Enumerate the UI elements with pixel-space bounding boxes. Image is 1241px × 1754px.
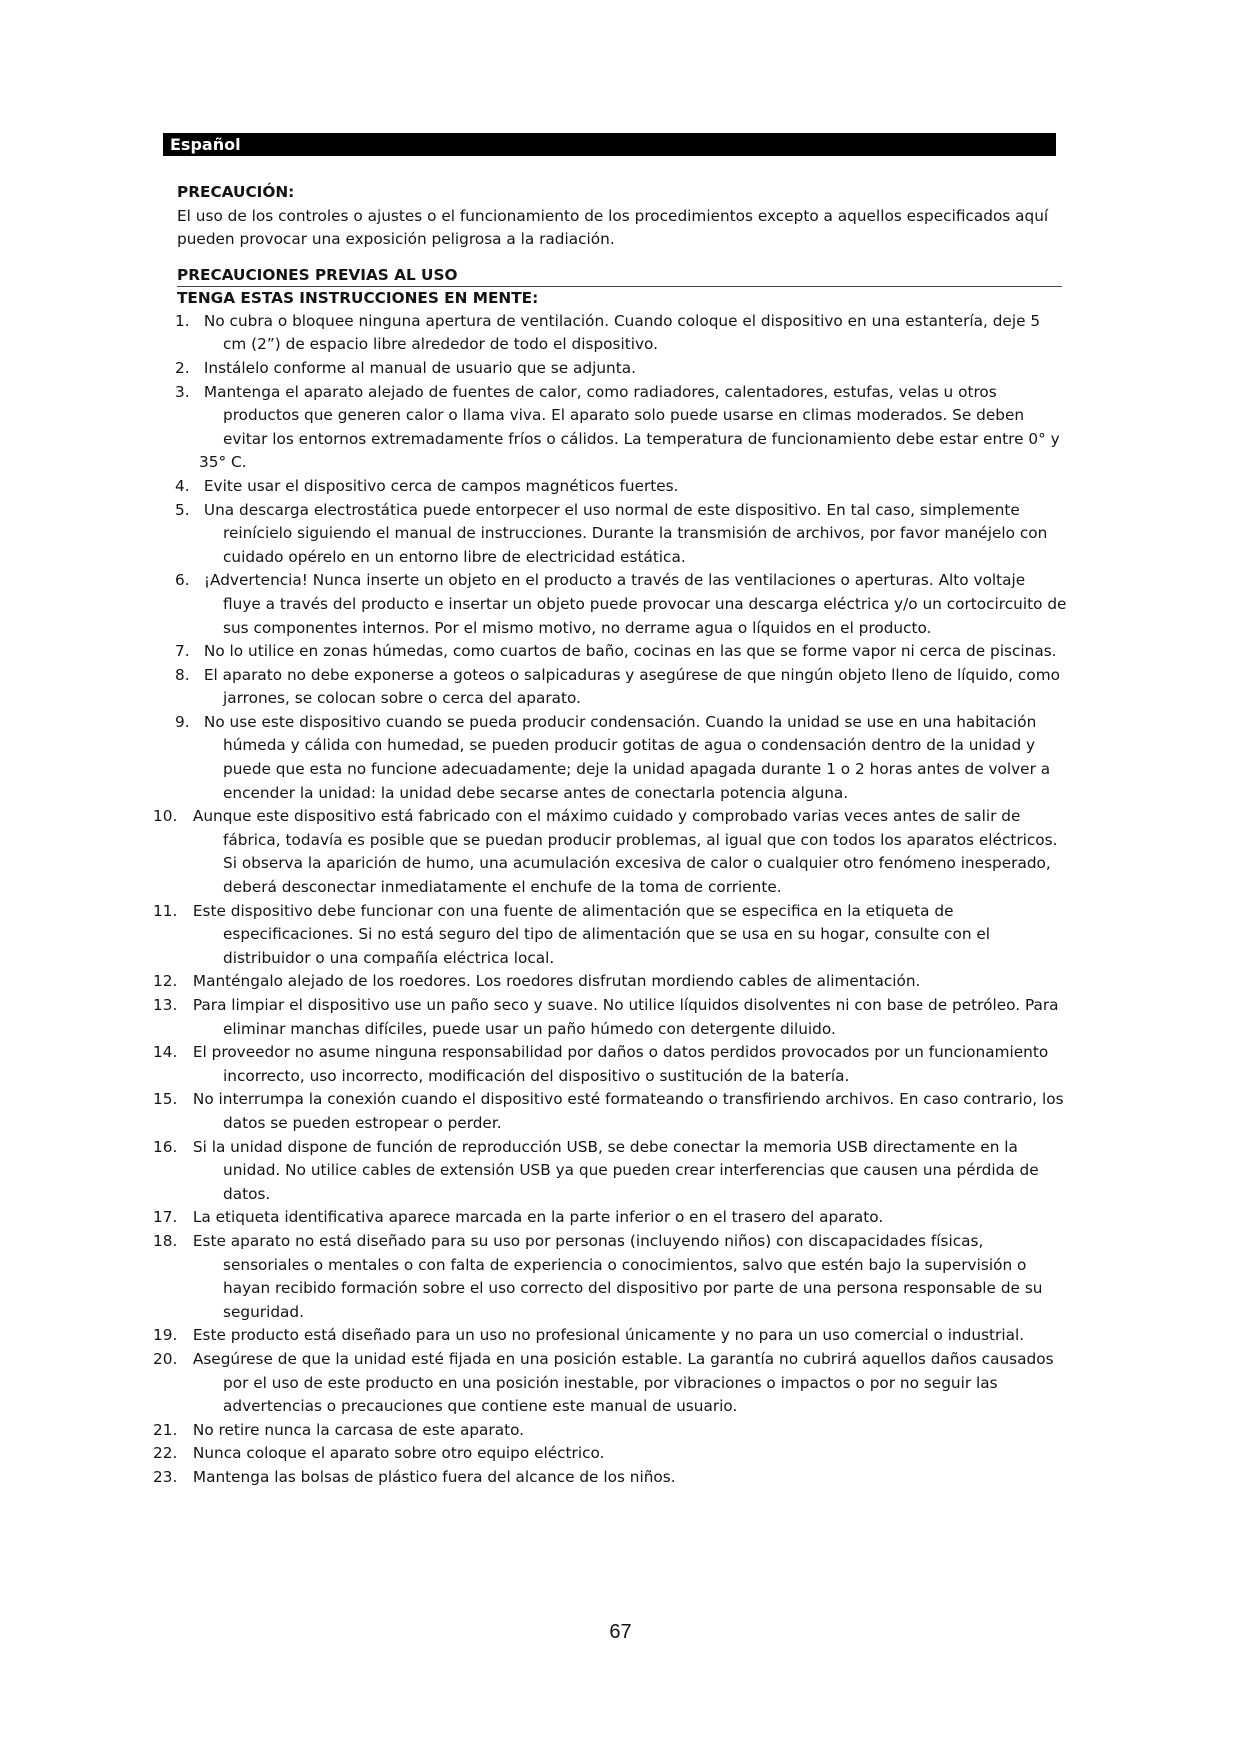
item-text: El aparato no debe exponerse a goteos o salpicaduras y asegúrese de que ningún objeto lleno de líquido, como jarrones, se colocan sobre o cerca del aparato. [203,665,1060,708]
list-item: 17. La etiqueta identificativa aparece marcada en la parte inferior o en el trasero del aparato. [153,1208,884,1227]
list-item: 5. Una descarga electrostática puede entorpecer el uso normal de este dispositivo. En tal caso, simplemente reinícielo siguiendo el manual de instrucciones. Durante la transmisión de archivos, por favor manéjelo con cuidado opérelo en un entorno libre de electricidad estática. [175,500,1048,566]
item-text: No interrumpa la conexión cuando el dispositivo esté formateando o transfiriendo archivos. En caso contrario, los datos se pueden estropear o perder. [192,1090,1064,1132]
item-text: Una descarga electrostática puede entorpecer el uso normal de este dispositivo. En tal caso, simplemente reinícielo siguiendo el manual de instrucciones. Durante la transmisión de archivos, por favor manéjelo con cuidado opérelo en un entorno libre de electricidad estática. [203,500,1048,566]
list-item: 18. Este aparato no está diseñado para su uso por personas (incluyendo niños) con discapacidades físicas, sensoriales o mentales o con falta de experiencia o conocimientos, salvo que estén bajo la supervisión o hayan recibido formación sobre el uso correcto del dispositivo por parte de una persona responsable de su seguridad. [153,1231,1043,1321]
list-item: 19. Este producto está diseñado para un uso no profesional únicamente y no para un uso comercial o industrial. [153,1326,1025,1345]
item-text: No use este dispositivo cuando se pueda producir condensación. Cuando la unidad se use en una habitación húmeda y cálida con humedad, se pueden producir gotitas de agua o condensación dentro de la unidad y puede que esta no funcione adecuadamente; deje la unidad apagada durante 1 o 2 horas antes de volver a encender la unidad: la unidad debe secarse antes de conectarla potencia alguna. [203,712,1051,802]
item-text: Este dispositivo debe funcionar con una fuente de alimentación que se especifica en la etiqueta de especificaciones. Si no está seguro del tipo de alimentación que se usa en su hogar, consulte con el distribuidor o una compañía eléctrica local. [192,901,991,967]
list-item: 20. Asegúrese de que la unidad esté fijada en una posición estable. La garantía no cubrirá aquellos daños causados por el uso de este producto en una posición inestable, por vibraciones o impactos o por no seguir las advertencias o precauciones que contiene este manual de usuario. [153,1349,1054,1416]
list-item: 11. Este dispositivo debe funcionar con una fuente de alimentación que se especifica en la etiqueta de especificaciones. Si no está seguro del tipo de alimentación que se usa en su hogar, consulte con el distribuidor o una compañía eléctrica local. [153,901,991,967]
list-item: 22. Nunca coloque el aparato sobre otro equipo eléctrico. [153,1444,605,1463]
list-item: 15. No interrumpa la conexión cuando el dispositivo esté formateando o transfiriendo archivos. En caso contrario, los datos se pueden estropear o perder. [153,1090,1064,1132]
list-item: 21. No retire nunca la carcasa de este aparato. [153,1420,525,1439]
caution-text: El uso de los controles o ajustes o el funcionamiento de los procedimientos excepto a aquellos especificados aquí pueden provocar una exposición peligrosa a la radiación. [177,206,1049,249]
language-label: Español [170,135,241,154]
item-text: Mantenga las bolsas de plástico fuera del alcance de los niños. [192,1467,676,1486]
list-item: 3. Mantenga el aparato alejado de fuentes de calor, como radiadores, calentadores, estufas, velas u otros productos que generen calor o llama viva. El aparato solo puede usarse en climas moderados. Se deben evitar los entornos extremadamente fríos o cálidos. La temperatura de funcionamiento debe estar entre 0° y 35° C. [177,381,1067,475]
item-text: Para limpiar el dispositivo use un paño seco y suave. No utilice líquidos disolventes ni con base de petróleo. Para eliminar manchas difíciles, puede usar un paño húmedo con detergente diluido. [192,996,1059,1038]
list-item: 23. Mantenga las bolsas de plástico fuera del alcance de los niños. [153,1467,676,1486]
item-text: Este producto está diseñado para un uso no profesional únicamente y no para un uso comercial o industrial. [192,1326,1025,1345]
item-text: Aunque este dispositivo está fabricado con el máximo cuidado y comprobado varias veces antes de salir de fábrica, todavía es posible que se puedan producir problemas, al igual que con todos los aparatos eléctricos. Si observa la aparición de humo, una acumulación excesiva de calor o cualquier otro fenómeno inesperado, deberá desconectar inmediatamente el enchufe de la toma de corriente. [192,807,1058,897]
section-subtitle: TENGA ESTAS INSTRUCCIONES EN MENTE: [177,288,539,307]
item-extra-line: 35° C. [199,453,247,472]
language-header-bar [163,133,1056,156]
list-item: 12. Manténgalo alejado de los roedores. Los roedores disfrutan mordiendo cables de alimentación. [153,972,921,991]
caution-title: PRECAUCIÓN: [177,183,295,201]
document-body [153,181,1067,1489]
list-item: 14. El proveedor no asume ninguna responsabilidad por daños o datos perdidos provocados por un funcionamiento incorrecto, uso incorrecto, modificación del dispositivo o sustitución de la batería. [153,1043,1049,1085]
list-item: 4. Evite usar el dispositivo cerca de campos magnéticos fuertes. [175,476,679,495]
instructions-list [153,310,1067,1490]
item-text: No cubra o bloquee ninguna apertura de ventilación. Cuando coloque el dispositivo en una estantería, deje 5 cm (2”) de espacio libre alrededor de todo el dispositivo. [203,311,1041,354]
item-text: Si la unidad dispone de función de reproducción USB, se debe conectar la memoria USB directamente en la unidad. No utilice cables de extensión USB ya que pueden crear interferencias que causen una pérdida de datos. [192,1137,1039,1203]
section-title: PRECAUCIONES PREVIAS AL USO [177,264,1062,287]
item-text: ¡Advertencia! Nunca inserte un objeto en el producto a través de las ventilaciones o aperturas. Alto voltaje fluye a través del producto e insertar un objeto puede provocar una descarga eléctrica y/o un cortocircuito de sus componentes internos. Por el mismo motivo, no derrame agua o líquidos en el producto. [203,571,1067,637]
item-text: No lo utilice en zonas húmedas, como cuartos de baño, cocinas en las que se forme vapor ni cerca de piscinas. [203,642,1057,661]
list-item: 13. Para limpiar el dispositivo use un paño seco y suave. No utilice líquidos disolventes ni con base de petróleo. Para eliminar manchas difíciles, puede usar un paño húmedo con detergente diluido. [153,996,1059,1038]
item-text: No retire nunca la carcasa de este aparato. [192,1420,525,1439]
item-text: Instálelo conforme al manual de usuario que se adjunta. [203,358,636,377]
item-text: Evite usar el dispositivo cerca de campos magnéticos fuertes. [203,476,679,495]
page-number: 67 [609,1621,632,1643]
list-item: 6. ¡Advertencia! Nunca inserte un objeto en el producto a través de las ventilaciones o aperturas. Alto voltaje fluye a través del producto e insertar un objeto puede provocar una descarga eléctrica y/o un cortocircuito de sus componentes internos. Por el mismo motivo, no derrame agua o líquidos en el producto. [175,571,1067,637]
item-text: La etiqueta identificativa aparece marcada en la parte inferior o en el trasero del aparato. [192,1208,884,1227]
list-item: 16. Si la unidad dispone de función de reproducción USB, se debe conectar la memoria USB directamente en la unidad. No utilice cables de extensión USB ya que pueden crear interferencias que causen una pérdida de datos. [153,1137,1039,1203]
list-item: 7. No lo utilice en zonas húmedas, como cuartos de baño, cocinas en las que se forme vapor ni cerca de piscinas. [175,642,1057,661]
list-item: 10. Aunque este dispositivo está fabricado con el máximo cuidado y comprobado varias veces antes de salir de fábrica, todavía es posible que se puedan producir problemas, al igual que con todos los aparatos eléctricos. Si observa la aparición de humo, una acumulación excesiva de calor o cualquier otro fenómeno inesperado, deberá desconectar inmediatamente el enchufe de la toma de corriente. [153,807,1058,897]
list-item: 1. No cubra o bloquee ninguna apertura de ventilación. Cuando coloque el dispositivo en una estantería, deje 5 cm (2”) de espacio libre alrededor de todo el dispositivo. [175,311,1041,354]
item-text: El proveedor no asume ninguna responsabilidad por daños o datos perdidos provocados por un funcionamiento incorrecto, uso incorrecto, modificación del dispositivo o sustitución de la batería. [192,1043,1049,1085]
item-text: Asegúrese de que la unidad esté fijada en una posición estable. La garantía no cubrirá aquellos daños causados por el uso de este producto en una posición inestable, por vibraciones o impactos o por no seguir las advertencias o precauciones que contiene este manual de usuario. [192,1349,1054,1416]
item-text: Mantenga el aparato alejado de fuentes de calor, como radiadores, calentadores, estufas, velas u otros productos que generen calor o llama viva. El aparato solo puede usarse en climas moderados. Se deben evitar los entornos extremadamente fríos o cálidos. La temperatura de funcionamiento debe estar entre 0° y [203,382,1060,448]
item-text: Manténgalo alejado de los roedores. Los roedores disfrutan mordiendo cables de alimentación. [192,972,921,991]
item-text: Nunca coloque el aparato sobre otro equipo eléctrico. [192,1444,605,1463]
list-item: 8. El aparato no debe exponerse a goteos o salpicaduras y asegúrese de que ningún objeto lleno de líquido, como jarrones, se colocan sobre o cerca del aparato. [175,665,1060,708]
item-text: Este aparato no está diseñado para su uso por personas (incluyendo niños) con discapacidades físicas, sensoriales o mentales o con falta de experiencia o conocimientos, salvo que estén bajo la supervisión o hayan recibido formación sobre el uso correcto del dispositivo por parte de una persona responsable de su seguridad. [192,1231,1043,1321]
list-item: 9. No use este dispositivo cuando se pueda producir condensación. Cuando la unidad se use en una habitación húmeda y cálida con humedad, se pueden producir gotitas de agua o condensación dentro de la unidad y puede que esta no funcione adecuadamente; deje la unidad apagada durante 1 o 2 horas antes de volver a encender la unidad: la unidad debe secarse antes de conectarla potencia alguna. [175,712,1051,802]
list-item: 2. Instálelo conforme al manual de usuario que se adjunta. [175,358,636,377]
